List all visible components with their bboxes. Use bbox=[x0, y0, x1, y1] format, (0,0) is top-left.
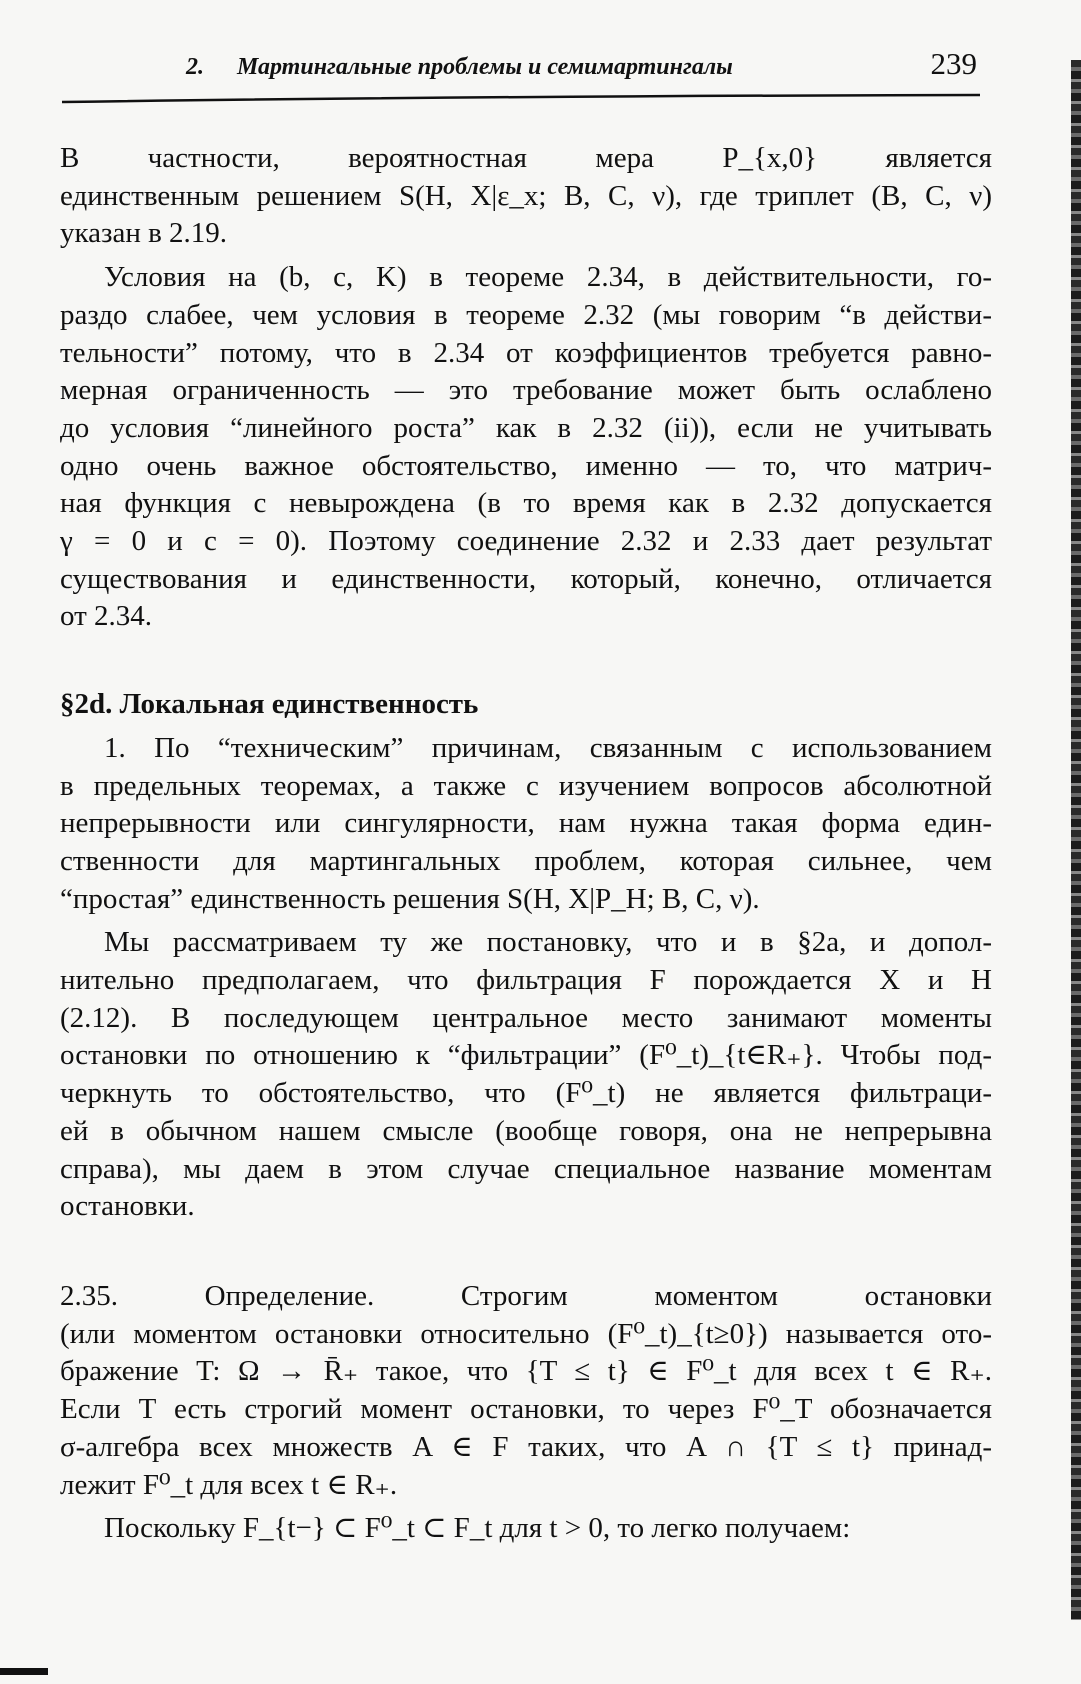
text-line: “простая” единственность решения S(H, X|P_H; B, C, ν). bbox=[60, 882, 760, 915]
text-line: в предельных теоремах, а также с изучением вопросов абсолютной bbox=[60, 769, 992, 802]
text-line: Условия на (b, c, K) в теореме 2.34, в действительности, го- bbox=[104, 261, 992, 294]
text-line: σ-алгебра всех множеств A ∈ F таких, что A ∩ {T ≤ t} принад- bbox=[60, 1430, 992, 1463]
text-line: ственности для мартингальных проблем, которая сильнее, чем bbox=[60, 844, 992, 877]
text-line: ная функция c невырождена (в то время как в 2.32 допускается bbox=[60, 487, 992, 520]
text-line: существования и единственности, который, конечно, отличается bbox=[60, 562, 992, 595]
text-line: раздо слабее, чем условия в теореме 2.32 (мы говорим “в действи- bbox=[60, 298, 992, 331]
text-line: (или моментом остановки относительно (F⁰_t)_{t≥0}) называется ото- bbox=[60, 1317, 992, 1350]
text-line: 1. По “техническим” причинам, связанным с использованием bbox=[104, 731, 992, 764]
paragraph bbox=[60, 924, 992, 1226]
paragraph bbox=[60, 1510, 992, 1548]
text-line: В частности, вероятностная мера P_{x,0} является bbox=[60, 142, 992, 174]
text-line: мерная ограниченность — это требование может быть ослаблено bbox=[60, 374, 992, 407]
text-line: от 2.34. bbox=[60, 600, 153, 633]
text-line: до условия “линейного роста” как в 2.32 (ii)), если не учитывать bbox=[60, 411, 992, 444]
text-line: остановки по отношению к “фильтрации” (F⁰_t)_{t∈R₊}. Чтобы под- bbox=[60, 1039, 992, 1072]
text-line: остановки. bbox=[60, 1190, 195, 1223]
text-line: Поскольку F_{t−} ⊂ F⁰_t ⊂ F_t для t > 0, то легко получаем: bbox=[104, 1512, 851, 1545]
text-line: бражение T: Ω → R̄₊ такое, что {T ≤ t} ∈ F⁰_t для всех t ∈ R₊. bbox=[60, 1355, 992, 1388]
text-line: Если T есть строгий момент остановки, то через F⁰_T обозначается bbox=[60, 1393, 992, 1426]
text-line: одно очень важное обстоятельство, именно — то, что матрич- bbox=[60, 449, 992, 482]
paragraph bbox=[60, 259, 992, 636]
text-line: γ = 0 и c = 0). Поэтому соединение 2.32 и 2.33 дает результат bbox=[60, 525, 992, 558]
text-line: непрерывности или сингулярности, нам нужна такая форма един- bbox=[60, 807, 992, 840]
definition-block bbox=[60, 1278, 992, 1504]
text-line: единственным решением S(H, X|ε_x; B, C, ν), где триплет (B, C, ν) bbox=[60, 179, 992, 212]
text-line: (2.12). В последующем центральное место занимают моменты bbox=[60, 1001, 992, 1034]
text-line: 2.35. Определение. Строгим моментом остановки bbox=[60, 1279, 992, 1312]
text-line: черкнуть то обстоятельство, что (F⁰_t) не является фильтраци- bbox=[60, 1077, 992, 1110]
chapter-number: 2. bbox=[186, 54, 204, 80]
text-line: тельности” потому, что в 2.34 от коэффициентов требуется равно- bbox=[60, 336, 992, 369]
text-line: Мы рассматриваем ту же постановку, что и в §2a, и допол- bbox=[104, 926, 992, 959]
text-line: нительно предполагаем, что фильтрация F порождается X и H bbox=[60, 964, 992, 997]
page-body bbox=[60, 140, 992, 1548]
paragraph bbox=[60, 140, 992, 253]
text-line: лежит F⁰_t для всех t ∈ R₊. bbox=[60, 1468, 398, 1501]
scan-mark bbox=[0, 1668, 48, 1675]
header-rule bbox=[60, 92, 985, 104]
page-edge-shadow bbox=[1071, 60, 1081, 1620]
section-heading: §2d. Локальная единственность bbox=[60, 688, 479, 721]
text-line: ей в обычном нашем смысле (вообще говоря, она не непрерывна bbox=[60, 1114, 992, 1147]
paragraph bbox=[60, 730, 992, 919]
page-number: 239 bbox=[930, 46, 977, 81]
text-line: справа), мы даем в этом случае специальное название моментам bbox=[60, 1152, 992, 1185]
text-line: указан в 2.19. bbox=[60, 217, 228, 250]
running-header bbox=[60, 46, 985, 106]
chapter-title: Мартингальные проблемы и семимартингалы bbox=[237, 54, 733, 80]
